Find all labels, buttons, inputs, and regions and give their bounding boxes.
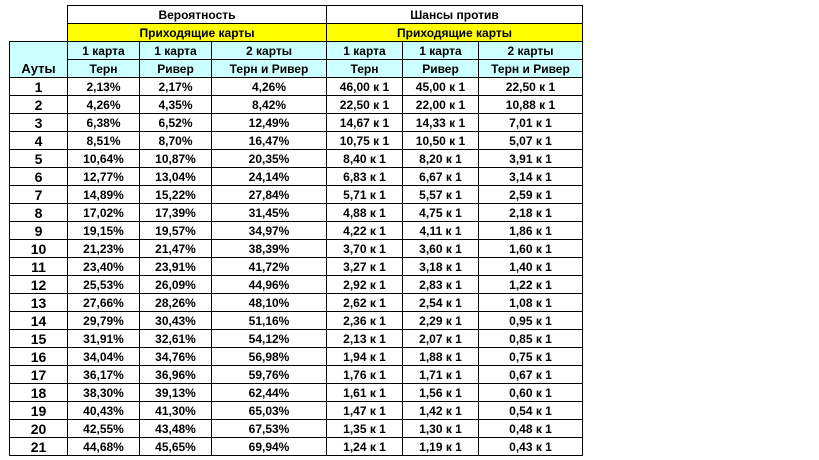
odds-against-header: Шансы против bbox=[327, 6, 583, 24]
table-row bbox=[10, 240, 583, 258]
odds-turn-cell: 5,71 к 1 bbox=[327, 186, 403, 204]
prob-turn-river-cell: 65,03% bbox=[212, 402, 327, 420]
odds-river-cell: 45,00 к 1 bbox=[403, 78, 479, 96]
odds-turn-river-cell: 0,67 к 1 bbox=[479, 366, 583, 384]
outs-count-cell: 9 bbox=[10, 222, 68, 240]
outs-count-cell: 10 bbox=[10, 240, 68, 258]
table-row bbox=[10, 402, 583, 420]
subheader-cell: Ривер bbox=[140, 60, 212, 78]
prob-turn-cell: 23,40% bbox=[68, 258, 140, 276]
outs-count-cell: 17 bbox=[10, 366, 68, 384]
incoming-cards-left-header: Приходящие карты bbox=[68, 24, 327, 42]
odds-turn-cell: 8,40 к 1 bbox=[327, 150, 403, 168]
prob-turn-river-cell: 38,39% bbox=[212, 240, 327, 258]
odds-river-cell: 6,67 к 1 bbox=[403, 168, 479, 186]
odds-turn-cell: 1,94 к 1 bbox=[327, 348, 403, 366]
odds-river-cell: 1,19 к 1 bbox=[403, 438, 479, 456]
prob-turn-river-cell: 51,16% bbox=[212, 312, 327, 330]
table-row bbox=[10, 204, 583, 222]
data-rows bbox=[10, 78, 583, 456]
odds-turn-cell: 14,67 к 1 bbox=[327, 114, 403, 132]
odds-turn-cell: 10,75 к 1 bbox=[327, 132, 403, 150]
odds-turn-river-cell: 0,60 к 1 bbox=[479, 384, 583, 402]
outs-count-cell: 5 bbox=[10, 150, 68, 168]
odds-turn-cell: 4,22 к 1 bbox=[327, 222, 403, 240]
prob-turn-cell: 17,02% bbox=[68, 204, 140, 222]
odds-turn-river-cell: 10,88 к 1 bbox=[479, 96, 583, 114]
subheader-cell: 2 карты bbox=[212, 42, 327, 60]
probability-header: Вероятность bbox=[68, 6, 327, 24]
table-row bbox=[10, 276, 583, 294]
odds-turn-river-cell: 0,75 к 1 bbox=[479, 348, 583, 366]
prob-turn-river-cell: 56,98% bbox=[212, 348, 327, 366]
prob-river-cell: 8,70% bbox=[140, 132, 212, 150]
odds-turn-cell: 1,76 к 1 bbox=[327, 366, 403, 384]
subheader-cell: 1 карта bbox=[140, 42, 212, 60]
odds-river-cell: 2,54 к 1 bbox=[403, 294, 479, 312]
odds-river-cell: 3,60 к 1 bbox=[403, 240, 479, 258]
outs-count-cell: 18 bbox=[10, 384, 68, 402]
prob-turn-river-cell: 34,97% bbox=[212, 222, 327, 240]
corner-blank bbox=[10, 6, 68, 24]
prob-river-cell: 45,65% bbox=[140, 438, 212, 456]
table-row bbox=[10, 150, 583, 168]
odds-river-cell: 2,83 к 1 bbox=[403, 276, 479, 294]
outs-count-cell: 4 bbox=[10, 132, 68, 150]
prob-river-cell: 19,57% bbox=[140, 222, 212, 240]
prob-river-cell: 26,09% bbox=[140, 276, 212, 294]
incoming-cards-right-header: Приходящие карты bbox=[327, 24, 583, 42]
odds-turn-river-cell: 3,91 к 1 bbox=[479, 150, 583, 168]
odds-turn-river-cell: 1,40 к 1 bbox=[479, 258, 583, 276]
odds-river-cell: 5,57 к 1 bbox=[403, 186, 479, 204]
outs-count-cell: 15 bbox=[10, 330, 68, 348]
outs-count-cell: 19 bbox=[10, 402, 68, 420]
outs-count-cell: 20 bbox=[10, 420, 68, 438]
prob-river-cell: 23,91% bbox=[140, 258, 212, 276]
prob-turn-cell: 38,30% bbox=[68, 384, 140, 402]
outs-count-cell: 21 bbox=[10, 438, 68, 456]
odds-turn-river-cell: 1,22 к 1 bbox=[479, 276, 583, 294]
prob-turn-cell: 4,26% bbox=[68, 96, 140, 114]
subheader-cell: Терн bbox=[327, 60, 403, 78]
odds-river-cell: 2,29 к 1 bbox=[403, 312, 479, 330]
odds-turn-cell: 22,50 к 1 bbox=[327, 96, 403, 114]
prob-river-cell: 4,35% bbox=[140, 96, 212, 114]
outs-count-cell: 3 bbox=[10, 114, 68, 132]
odds-turn-river-cell: 2,18 к 1 bbox=[479, 204, 583, 222]
odds-river-cell: 3,18 к 1 bbox=[403, 258, 479, 276]
outs-count-cell: 2 bbox=[10, 96, 68, 114]
odds-river-cell: 14,33 к 1 bbox=[403, 114, 479, 132]
prob-river-cell: 34,76% bbox=[140, 348, 212, 366]
prob-turn-river-cell: 24,14% bbox=[212, 168, 327, 186]
odds-river-cell: 8,20 к 1 bbox=[403, 150, 479, 168]
prob-turn-river-cell: 54,12% bbox=[212, 330, 327, 348]
prob-turn-cell: 10,64% bbox=[68, 150, 140, 168]
prob-turn-river-cell: 41,72% bbox=[212, 258, 327, 276]
prob-river-cell: 21,47% bbox=[140, 240, 212, 258]
odds-river-cell: 1,42 к 1 bbox=[403, 402, 479, 420]
prob-turn-cell: 27,66% bbox=[68, 294, 140, 312]
odds-river-cell: 4,11 к 1 bbox=[403, 222, 479, 240]
prob-river-cell: 17,39% bbox=[140, 204, 212, 222]
prob-turn-cell: 21,23% bbox=[68, 240, 140, 258]
table-row bbox=[10, 186, 583, 204]
prob-turn-cell: 42,55% bbox=[68, 420, 140, 438]
odds-turn-cell: 2,92 к 1 bbox=[327, 276, 403, 294]
odds-river-cell: 4,75 к 1 bbox=[403, 204, 479, 222]
odds-turn-cell: 1,24 к 1 bbox=[327, 438, 403, 456]
odds-turn-cell: 1,61 к 1 bbox=[327, 384, 403, 402]
prob-turn-cell: 31,91% bbox=[68, 330, 140, 348]
prob-turn-cell: 19,15% bbox=[68, 222, 140, 240]
prob-river-cell: 43,48% bbox=[140, 420, 212, 438]
prob-river-cell: 2,17% bbox=[140, 78, 212, 96]
odds-turn-cell: 4,88 к 1 bbox=[327, 204, 403, 222]
prob-turn-cell: 34,04% bbox=[68, 348, 140, 366]
prob-turn-river-cell: 4,26% bbox=[212, 78, 327, 96]
odds-turn-cell: 2,13 к 1 bbox=[327, 330, 403, 348]
odds-table bbox=[9, 5, 583, 456]
prob-turn-river-cell: 20,35% bbox=[212, 150, 327, 168]
subheader-cell: Терн и Ривер bbox=[479, 60, 583, 78]
prob-turn-cell: 36,17% bbox=[68, 366, 140, 384]
table-row bbox=[10, 114, 583, 132]
prob-turn-cell: 8,51% bbox=[68, 132, 140, 150]
odds-turn-river-cell: 2,59 к 1 bbox=[479, 186, 583, 204]
subheader-cell: 1 карта bbox=[327, 42, 403, 60]
outs-count-cell: 13 bbox=[10, 294, 68, 312]
table-row bbox=[10, 96, 583, 114]
odds-turn-river-cell: 0,54 к 1 bbox=[479, 402, 583, 420]
outs-count-cell: 1 bbox=[10, 78, 68, 96]
prob-turn-river-cell: 44,96% bbox=[212, 276, 327, 294]
odds-river-cell: 10,50 к 1 bbox=[403, 132, 479, 150]
table-row bbox=[10, 420, 583, 438]
outs-count-cell: 12 bbox=[10, 276, 68, 294]
prob-river-cell: 10,87% bbox=[140, 150, 212, 168]
odds-river-cell: 1,30 к 1 bbox=[403, 420, 479, 438]
prob-turn-river-cell: 16,47% bbox=[212, 132, 327, 150]
table-row bbox=[10, 132, 583, 150]
table-row bbox=[10, 384, 583, 402]
prob-turn-cell: 29,79% bbox=[68, 312, 140, 330]
prob-turn-cell: 6,38% bbox=[68, 114, 140, 132]
prob-turn-river-cell: 48,10% bbox=[212, 294, 327, 312]
table-row bbox=[10, 222, 583, 240]
table-row bbox=[10, 312, 583, 330]
prob-turn-river-cell: 12,49% bbox=[212, 114, 327, 132]
prob-river-cell: 28,26% bbox=[140, 294, 212, 312]
outs-count-cell: 7 bbox=[10, 186, 68, 204]
odds-turn-river-cell: 1,86 к 1 bbox=[479, 222, 583, 240]
odds-turn-river-cell: 3,14 к 1 bbox=[479, 168, 583, 186]
prob-river-cell: 41,30% bbox=[140, 402, 212, 420]
odds-turn-cell: 6,83 к 1 bbox=[327, 168, 403, 186]
prob-river-cell: 39,13% bbox=[140, 384, 212, 402]
outs-header: Ауты bbox=[10, 42, 68, 78]
table-row bbox=[10, 294, 583, 312]
prob-turn-cell: 25,53% bbox=[68, 276, 140, 294]
prob-turn-river-cell: 69,94% bbox=[212, 438, 327, 456]
prob-turn-river-cell: 59,76% bbox=[212, 366, 327, 384]
odds-turn-river-cell: 1,08 к 1 bbox=[479, 294, 583, 312]
prob-turn-river-cell: 67,53% bbox=[212, 420, 327, 438]
odds-turn-river-cell: 22,50 к 1 bbox=[479, 78, 583, 96]
table-row bbox=[10, 330, 583, 348]
odds-river-cell: 22,00 к 1 bbox=[403, 96, 479, 114]
subheader-cell: 1 карта bbox=[403, 42, 479, 60]
odds-turn-river-cell: 5,07 к 1 bbox=[479, 132, 583, 150]
header-row-incoming bbox=[10, 24, 583, 42]
odds-turn-cell: 3,70 к 1 bbox=[327, 240, 403, 258]
odds-turn-river-cell: 0,48 к 1 bbox=[479, 420, 583, 438]
outs-count-cell: 16 bbox=[10, 348, 68, 366]
table-row bbox=[10, 78, 583, 96]
outs-count-cell: 6 bbox=[10, 168, 68, 186]
subheader-cell: 2 карты bbox=[479, 42, 583, 60]
prob-turn-cell: 40,43% bbox=[68, 402, 140, 420]
odds-turn-cell: 1,47 к 1 bbox=[327, 402, 403, 420]
odds-turn-river-cell: 0,43 к 1 bbox=[479, 438, 583, 456]
odds-river-cell: 1,71 к 1 bbox=[403, 366, 479, 384]
prob-river-cell: 6,52% bbox=[140, 114, 212, 132]
odds-turn-river-cell: 0,95 к 1 bbox=[479, 312, 583, 330]
header-row-card-count bbox=[10, 42, 583, 60]
subheader-cell: 1 карта bbox=[68, 42, 140, 60]
subheader-cell: Ривер bbox=[403, 60, 479, 78]
prob-turn-cell: 44,68% bbox=[68, 438, 140, 456]
odds-turn-cell: 46,00 к 1 bbox=[327, 78, 403, 96]
table-row bbox=[10, 348, 583, 366]
odds-turn-cell: 1,35 к 1 bbox=[327, 420, 403, 438]
prob-turn-cell: 2,13% bbox=[68, 78, 140, 96]
odds-turn-river-cell: 1,60 к 1 bbox=[479, 240, 583, 258]
odds-river-cell: 1,56 к 1 bbox=[403, 384, 479, 402]
table-row bbox=[10, 366, 583, 384]
odds-turn-river-cell: 7,01 к 1 bbox=[479, 114, 583, 132]
prob-river-cell: 36,96% bbox=[140, 366, 212, 384]
header-row-groups bbox=[10, 6, 583, 24]
prob-river-cell: 30,43% bbox=[140, 312, 212, 330]
outs-count-cell: 14 bbox=[10, 312, 68, 330]
odds-turn-river-cell: 0,85 к 1 bbox=[479, 330, 583, 348]
table-row bbox=[10, 258, 583, 276]
outs-count-cell: 11 bbox=[10, 258, 68, 276]
odds-river-cell: 2,07 к 1 bbox=[403, 330, 479, 348]
prob-turn-cell: 14,89% bbox=[68, 186, 140, 204]
prob-turn-river-cell: 62,44% bbox=[212, 384, 327, 402]
outs-count-cell: 8 bbox=[10, 204, 68, 222]
prob-river-cell: 32,61% bbox=[140, 330, 212, 348]
prob-river-cell: 15,22% bbox=[140, 186, 212, 204]
odds-turn-cell: 2,62 к 1 bbox=[327, 294, 403, 312]
header-row-street bbox=[10, 60, 583, 78]
odds-turn-cell: 2,36 к 1 bbox=[327, 312, 403, 330]
prob-turn-river-cell: 8,42% bbox=[212, 96, 327, 114]
prob-turn-river-cell: 27,84% bbox=[212, 186, 327, 204]
corner-blank bbox=[10, 24, 68, 42]
odds-river-cell: 1,88 к 1 bbox=[403, 348, 479, 366]
odds-turn-cell: 3,27 к 1 bbox=[327, 258, 403, 276]
table-row bbox=[10, 168, 583, 186]
subheader-cell: Терн bbox=[68, 60, 140, 78]
prob-turn-river-cell: 31,45% bbox=[212, 204, 327, 222]
prob-turn-cell: 12,77% bbox=[68, 168, 140, 186]
subheader-cell: Терн и Ривер bbox=[212, 60, 327, 78]
prob-river-cell: 13,04% bbox=[140, 168, 212, 186]
table-row bbox=[10, 438, 583, 456]
